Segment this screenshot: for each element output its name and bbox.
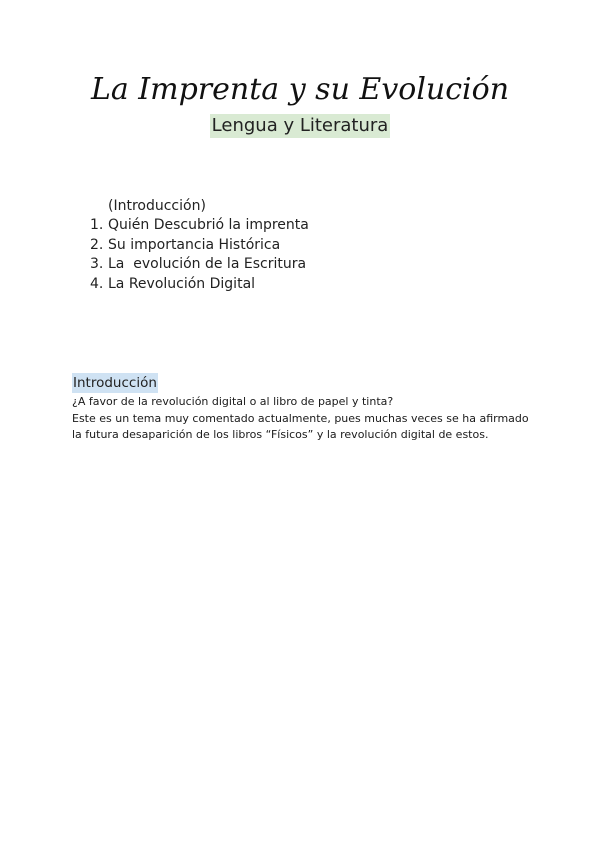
body-paragraph-line: Este es un tema muy comentado actualmente, pues muchas veces se ha afirmado (72, 411, 529, 425)
section-heading-introduccion: Introducción (73, 375, 157, 391)
document-subtitle: Lengua y Literatura (211, 115, 389, 136)
section-body (72, 394, 542, 444)
toc-item-label: La Revolución Digital (108, 275, 256, 292)
toc-item-number: 1. (90, 217, 104, 233)
document-title: La Imprenta y su Evolución (90, 72, 510, 107)
toc-item-label: La evolución de la Escritura (108, 256, 307, 272)
toc-item (90, 236, 309, 256)
toc-item-number: 3. (90, 256, 104, 272)
toc-list (90, 216, 309, 294)
toc-item-number: 4. (90, 275, 104, 292)
toc-item-label: Su importancia Histórica (108, 236, 281, 253)
body-paragraph-line: ¿A favor de la revolución digital o al libro de papel y tinta? (72, 395, 394, 408)
table-of-contents (90, 196, 309, 294)
body-paragraph-line: la futura desaparición de los libros “Físicos” y la revolución digital de estos. (72, 428, 489, 441)
toc-intro: (Introducción) (108, 198, 206, 214)
toc-item (90, 275, 309, 295)
toc-item-label: Quién Descubrió la imprenta (108, 217, 309, 233)
toc-item (90, 255, 309, 275)
subtitle-container (0, 114, 600, 138)
toc-item-number: 2. (90, 236, 104, 253)
toc-item (90, 216, 309, 236)
